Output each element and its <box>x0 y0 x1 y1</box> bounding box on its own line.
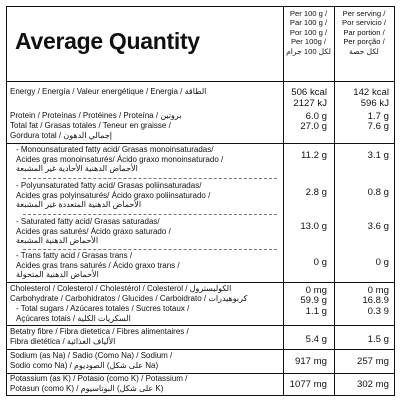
nutrient-label: Sodio como Na) / الصوديوم (على شكل Na) <box>10 360 159 370</box>
value-per-serving: 1.5 g <box>367 334 389 345</box>
value-per-100g: 59.9 g <box>300 295 327 306</box>
value-per-100g: 917 mg <box>295 356 327 367</box>
polyunsaturated-row <box>7 181 282 210</box>
nutrient-label: Potassium (as K) / Potasio (como K) / Potassium / <box>10 374 188 383</box>
nutrient-label: - Saturated fatty acid/ Grasas saturadas/ <box>16 217 160 226</box>
nutrient-label: - Trans fatty acid / Grasas trans / <box>16 251 133 260</box>
header-line: Per porção / <box>343 37 385 47</box>
value-per-serving <box>337 87 389 109</box>
value-per-100g: 27.0 g <box>300 121 327 132</box>
value-per-100g: 0 g <box>313 257 327 268</box>
row-divider <box>7 349 394 350</box>
value-line: 596 kJ <box>360 98 389 109</box>
nutrient-label: Potasun (como K) / البوتاسيوم (على شكل K) <box>10 383 164 393</box>
carbohydrate-row <box>7 294 282 304</box>
header-line: لكل حصة <box>349 46 379 56</box>
value-line: 506 kcal <box>291 87 327 98</box>
potassium-row <box>7 374 282 393</box>
nutrient-label-ar: الأحماض الدهنية المتحولة <box>16 270 99 280</box>
nutrient-label: Betatry fibre / Fibra dietetica / Fibres alimentaires / <box>10 327 189 336</box>
value-per-100g: 13.0 g <box>300 221 327 232</box>
column-divider <box>334 7 335 395</box>
row-divider <box>7 282 394 283</box>
saturated-row <box>7 217 282 246</box>
per-100g-header <box>283 9 334 56</box>
nutrient-label: Acides gras trans saturés / Ácido graxo trans / <box>16 260 180 270</box>
value-per-100g: 11.2 g <box>301 150 327 161</box>
energy-row <box>7 87 282 97</box>
nutrition-table <box>6 6 395 396</box>
value-per-100g: 0 mg <box>305 285 327 296</box>
nutrient-label: - Monounsaturated fatty acid/ Grasas monoinsaturadas/ <box>16 145 214 154</box>
row-divider <box>7 143 394 144</box>
monounsaturated-row <box>7 145 282 174</box>
value-per-serving: 257 mg <box>357 356 389 367</box>
value-per-100g <box>287 87 327 109</box>
column-divider <box>283 7 284 395</box>
value-line: 2127 kJ <box>293 98 327 109</box>
value-per-serving: 16.8.9 <box>362 295 389 306</box>
nutrient-label: - Total sugars / Azúcares totales / Sucres totaux / <box>16 304 190 313</box>
value-per-serving: 7.6 g <box>367 121 389 132</box>
header-line: Par portion / <box>343 27 385 37</box>
value-per-100g: 1.1 g <box>305 306 327 317</box>
header-line: Por 100 g / <box>289 27 328 37</box>
value-per-serving: 0.3 9 <box>367 306 389 317</box>
value-per-100g: 5.4 g <box>305 334 327 345</box>
nutrient-label-ar: Gordura total / إجمالي الدهون <box>10 130 113 140</box>
nutrient-label-ar: الأحماض الدهنية الأحادية غير المشبعة <box>16 164 138 174</box>
value-per-serving: 0.8 g <box>367 187 389 198</box>
dietary-fibre-row <box>7 327 282 346</box>
protein-row <box>7 111 282 121</box>
nutrient-label: Energy / Energía / Valeur energétique / Energia / الطاقة <box>10 87 207 96</box>
per-serving-header <box>334 9 394 56</box>
total-sugars-row <box>7 304 282 323</box>
nutrient-label: Cholesterol / Colesterol / Cholestérol / Colesterol / الكوليسترول <box>10 284 232 293</box>
header-line: Per 100 g / <box>289 9 328 18</box>
table-title: Average Quantity <box>15 28 200 54</box>
nutrient-label: - Polyunsaturated fatty acid/ Grasas poliinsaturadas/ <box>16 181 202 190</box>
nutrient-label: Acides gras monoinsaturés/ Ácido graxo monoinsaturado / <box>16 154 224 164</box>
nutrient-label: Sodium (as Na) / Sadio (Como Na) / Sodium / <box>10 351 173 360</box>
nutrient-label: Protein / Proteínas / Protéines / Proteína / بروتين <box>10 111 182 120</box>
dashed-divider <box>23 249 277 250</box>
header-line: لكل 100 جرام <box>286 46 331 56</box>
dashed-divider <box>23 178 277 179</box>
dashed-divider <box>23 214 277 215</box>
nutrient-label-ar: الأحماض الدهنية المتعددة غير المشبعة <box>16 200 142 210</box>
value-per-100g: 6.0 g <box>305 111 327 122</box>
value-per-serving: 3.6 g <box>367 221 389 232</box>
total-fat-row <box>7 121 282 140</box>
nutrient-label: Total fat / Grasas totales / Teneur en graisse / <box>10 121 171 130</box>
value-per-100g: 1077 mg <box>289 379 327 390</box>
sodium-row <box>7 351 282 370</box>
nutrient-label: Acides gras saturés/ Ácido graxo saturado / <box>16 226 171 236</box>
nutrient-label-ar: Açúcares totais / السكريات الكلية <box>16 313 131 323</box>
nutrient-label-ar: Fibra dietética / الألياف الغذائية <box>10 336 116 346</box>
nutrient-label: Carbohydrate / Carbohidratos / Glucides / Carboidrato / كربوهيدرات <box>10 294 248 303</box>
value-per-serving: 0 mg <box>367 285 389 296</box>
header-line: Par 100 g / <box>289 18 328 28</box>
value-per-serving: 3.1 g <box>367 150 389 161</box>
nutrient-label-ar: الأحماض الدهنية المشبعة <box>16 236 99 246</box>
value-per-serving: 0 g <box>375 257 389 268</box>
header-line: Per serving / <box>342 9 386 18</box>
header-line: Por servicio / <box>342 18 386 28</box>
value-per-serving: 302 mg <box>357 379 389 390</box>
nutrient-label: Acides gras polyinsaturés/ Ácido graxo poliinsaturado / <box>16 190 211 200</box>
header-line: Per 100g / <box>290 37 327 47</box>
value-per-serving: 1.7 g <box>367 111 389 122</box>
row-divider <box>7 325 394 326</box>
value-line: 142 kcal <box>353 87 389 98</box>
value-per-100g: 2.8 g <box>305 187 327 198</box>
cholesterol-row <box>7 284 282 294</box>
header-divider <box>7 81 394 82</box>
trans-fat-row <box>7 251 282 280</box>
